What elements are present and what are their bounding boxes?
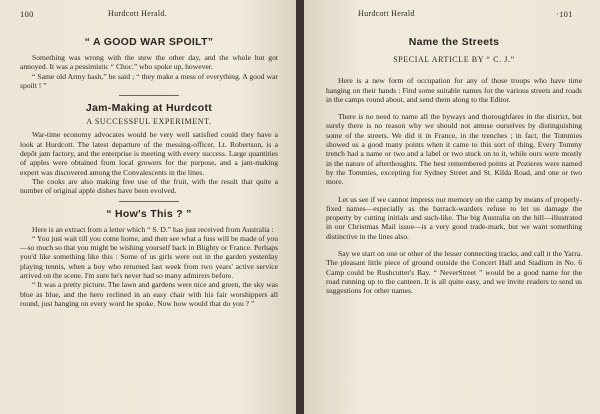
paragraph: Say we start on one or other of the lesser connecting tracks, and call it the Yarra. The pleasant little piece of ground outside the Concert Hall and Stadium in No. 6 Camp could be Rushcutter's Bay. “ NeverStreet ” would be a good name for the road running up to the canteen. It is all quite easy, and we invite readers to send us suggestions for other names.: [326, 249, 582, 296]
paragraph: “ It was a pretty picture. The lawn and gardens were nice and green, the sky was blue as blue, and the hero reclined in an easy chair with his fair worshippers all round, just hanging on every word he spoke. Now how would that do you ? ”: [20, 280, 278, 308]
paragraph: “ Same old Army hash,” he said ; “ they make a mess of everything. A good war spoilt ! ”: [20, 71, 278, 90]
left-running-head: Hurdcott Herald.: [108, 9, 168, 18]
left-page-number: 100: [20, 9, 34, 19]
right-page-number: ·101: [556, 9, 573, 19]
left-column: [20, 20, 278, 308]
section-divider: [119, 95, 179, 96]
paragraph: Let us see if we cannot impress our memory on the camp by means of properly-fixed names—especially as the barrack-warders refuse to let us damage the property by cutting initials and such-like. The big Australia on the hill—illustrated in our Christmas Mail issue—is a very good trade-mark, but we want something distinctive in the lines also.: [326, 194, 582, 241]
paragraph: The cooks are also making free use of the fruit, with the result that quite a number of original apple dishes have been evolved.: [20, 176, 278, 196]
paragraph: Here is a new form of occupation for any of those troops who have time hanging on their hands : Find some suitable names for the various streets and roads in the camps round about, and send them along to the Editor.: [326, 76, 582, 104]
article-title-name-the-streets: Name the Streets: [408, 36, 500, 48]
paragraph: Here is an extract from a letter which “ S. D.” has just received from Australia :: [32, 224, 274, 234]
paragraph: There is no need to name all the byways and thoroughfares in the district, but surely there is no reason why we should not amuse ourselves by distinguishing some of the streets. We did it in France, in the trenches ; in fact, the Tommies showed us a good many points when it came to this sort of thing. Every Tommy trench had a name or two and a label or two stuck on to it, while ours were mostly in the nature of afterthoughts. The best remembered points at Pozieres were named by the Tommies, excepting for Sydney Street and St. Kilda Road, and one or two more.: [326, 112, 582, 187]
article-subtitle: A SUCCESSFUL EXPERIMENT.: [86, 117, 212, 127]
section-divider: [119, 201, 179, 202]
paragraph: “ You just wait till you come home, and then see what a fuss will be made of you—so much so that you might be wishing yourself back in Blighty or France. Perhaps you'd like something like this : Some of us girls were out in the garden yesterday playing tennis, when a boy who returned last week from two years' active service arrived on the scene. I'm sure he's never had so many admirers before.: [20, 233, 278, 281]
right-column: [326, 20, 582, 296]
left-page: [0, 0, 296, 414]
article-title-hows-this: “ How's This ? ”: [106, 207, 192, 220]
right-page: [304, 0, 600, 414]
article-subtitle: SPECIAL ARTICLE BY “ C. J.”: [393, 55, 515, 64]
paragraph: War-time economy advocates would be very well satisfied could they have a look at Hurdcott. The latest departure of the messing-officer, Lt. Robertson, is a depôt jam factory, and the enterprise is meeting with every success. Large quantities of apples were obtained from local growers for the purpose, and a jam-making expert was discovered among the Convalescents in the lines.: [20, 130, 278, 177]
article-title-jam-making: Jam-Making at Hurdcott: [85, 102, 213, 115]
paragraph: Something was wrong with the stew the other day, and the whole hut got annoyed. It was a pessimistic “ Choc.” who spoke up, however.: [20, 53, 278, 72]
book-gutter: [296, 0, 304, 414]
article-title-good-war-spoilt: “ A GOOD WAR SPOILT”: [84, 36, 214, 48]
right-running-head: Hurdcott Herald: [358, 9, 415, 18]
